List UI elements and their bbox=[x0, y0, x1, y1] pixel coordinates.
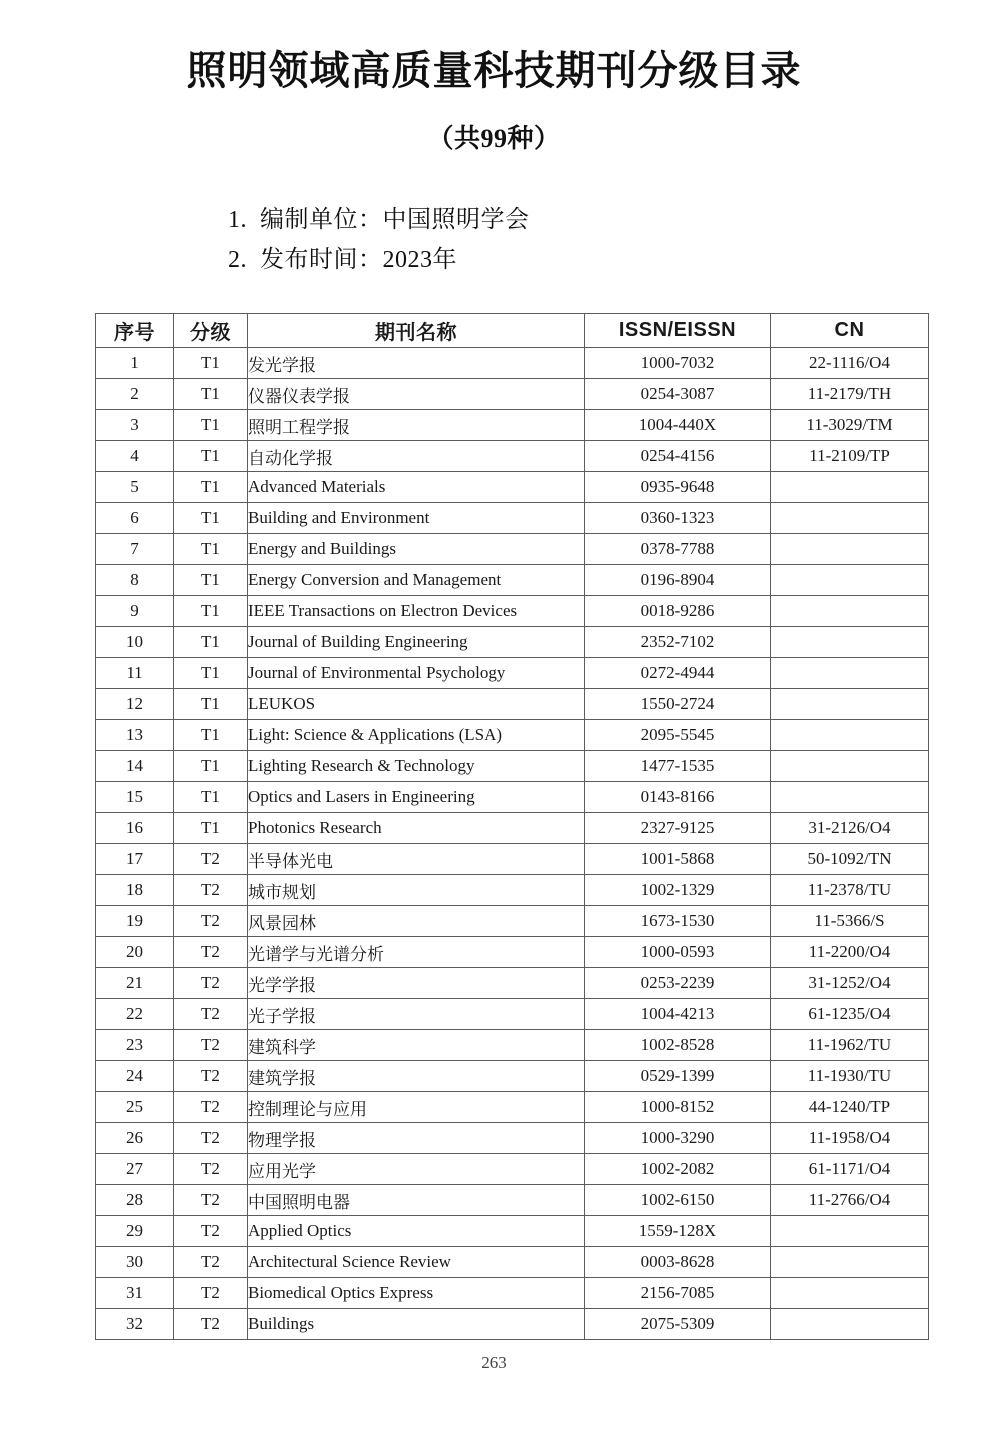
cell-cn: 11-2200/O4 bbox=[771, 937, 929, 968]
page-subtitle: （共99种） bbox=[427, 124, 561, 153]
table-row bbox=[96, 1092, 929, 1123]
cell-journal-name: Biomedical Optics Express bbox=[248, 1278, 585, 1309]
cell-cn bbox=[771, 565, 929, 596]
cell-serial-number: 26 bbox=[96, 1123, 174, 1154]
cell-issn: 0254-4156 bbox=[585, 441, 771, 472]
cell-serial-number: 11 bbox=[96, 658, 174, 689]
cell-journal-name: Energy and Buildings bbox=[248, 534, 585, 565]
cell-issn: 1559-128X bbox=[585, 1216, 771, 1247]
cell-cn bbox=[771, 720, 929, 751]
table-row bbox=[96, 875, 929, 906]
cell-serial-number: 31 bbox=[96, 1278, 174, 1309]
cell-issn: 0378-7788 bbox=[585, 534, 771, 565]
table-row bbox=[96, 1185, 929, 1216]
metadata-list bbox=[0, 155, 988, 280]
metadata-item-compiler bbox=[0, 201, 988, 241]
cell-cn: 11-1962/TU bbox=[771, 1030, 929, 1061]
cell-issn: 0529-1399 bbox=[585, 1061, 771, 1092]
cell-tier: T2 bbox=[174, 999, 248, 1030]
metadata-item-number: 1. bbox=[228, 207, 247, 233]
cell-serial-number: 18 bbox=[96, 875, 174, 906]
table-row bbox=[96, 813, 929, 844]
cell-tier: T1 bbox=[174, 410, 248, 441]
table-row bbox=[96, 751, 929, 782]
cell-journal-name: 建筑学报 bbox=[248, 1061, 585, 1092]
cell-tier: T2 bbox=[174, 1278, 248, 1309]
cell-cn: 31-1252/O4 bbox=[771, 968, 929, 999]
column-header-cn: CN bbox=[771, 314, 929, 348]
cell-serial-number: 10 bbox=[96, 627, 174, 658]
table-row bbox=[96, 968, 929, 999]
cell-issn: 1477-1535 bbox=[585, 751, 771, 782]
table-row bbox=[96, 844, 929, 875]
table-row bbox=[96, 1030, 929, 1061]
cell-cn bbox=[771, 658, 929, 689]
journal-table-body bbox=[96, 348, 929, 1340]
cell-cn: 11-1930/TU bbox=[771, 1061, 929, 1092]
cell-serial-number: 30 bbox=[96, 1247, 174, 1278]
column-header-serial-number: 序号 bbox=[96, 314, 174, 348]
cell-issn: 1000-7032 bbox=[585, 348, 771, 379]
column-header-issn: ISSN/EISSN bbox=[585, 314, 771, 348]
cell-cn: 11-2766/O4 bbox=[771, 1185, 929, 1216]
cell-issn: 1002-2082 bbox=[585, 1154, 771, 1185]
table-row bbox=[96, 1061, 929, 1092]
cell-serial-number: 4 bbox=[96, 441, 174, 472]
cell-issn: 0143-8166 bbox=[585, 782, 771, 813]
cell-tier: T2 bbox=[174, 1185, 248, 1216]
table-row bbox=[96, 379, 929, 410]
table-row bbox=[96, 565, 929, 596]
cell-journal-name: 光学学报 bbox=[248, 968, 585, 999]
cell-issn: 0253-2239 bbox=[585, 968, 771, 999]
cell-journal-name: Optics and Lasers in Engineering bbox=[248, 782, 585, 813]
cell-issn: 2075-5309 bbox=[585, 1309, 771, 1340]
cell-tier: T1 bbox=[174, 782, 248, 813]
cell-issn: 0018-9286 bbox=[585, 596, 771, 627]
cell-serial-number: 20 bbox=[96, 937, 174, 968]
cell-journal-name: 光子学报 bbox=[248, 999, 585, 1030]
table-row bbox=[96, 410, 929, 441]
metadata-item-release-date bbox=[0, 241, 988, 281]
cell-cn: 11-2179/TH bbox=[771, 379, 929, 410]
cell-journal-name: Light: Science & Applications (LSA) bbox=[248, 720, 585, 751]
table-row bbox=[96, 1247, 929, 1278]
cell-tier: T1 bbox=[174, 472, 248, 503]
cell-journal-name: Journal of Environmental Psychology bbox=[248, 658, 585, 689]
table-row bbox=[96, 782, 929, 813]
table-row bbox=[96, 534, 929, 565]
cell-cn: 44-1240/TP bbox=[771, 1092, 929, 1123]
cell-issn: 1004-4213 bbox=[585, 999, 771, 1030]
cell-serial-number: 3 bbox=[96, 410, 174, 441]
cell-tier: T1 bbox=[174, 689, 248, 720]
cell-tier: T2 bbox=[174, 1030, 248, 1061]
cell-serial-number: 8 bbox=[96, 565, 174, 596]
metadata-item-label: 发布时间：2023年 bbox=[260, 246, 457, 273]
cell-tier: T2 bbox=[174, 1309, 248, 1340]
journal-table bbox=[95, 313, 929, 1340]
page-title: 照明领域高质量科技期刊分级目录 bbox=[186, 48, 802, 93]
cell-journal-name: 发光学报 bbox=[248, 348, 585, 379]
cell-serial-number: 27 bbox=[96, 1154, 174, 1185]
cell-tier: T1 bbox=[174, 503, 248, 534]
cell-tier: T1 bbox=[174, 596, 248, 627]
cell-issn: 0254-3087 bbox=[585, 379, 771, 410]
table-header-row bbox=[96, 314, 929, 348]
journal-table-header bbox=[96, 314, 929, 348]
cell-issn: 0272-4944 bbox=[585, 658, 771, 689]
cell-cn: 11-2378/TU bbox=[771, 875, 929, 906]
cell-journal-name: Energy Conversion and Management bbox=[248, 565, 585, 596]
table-row bbox=[96, 627, 929, 658]
table-row bbox=[96, 937, 929, 968]
table-row bbox=[96, 348, 929, 379]
cell-cn: 11-3029/TM bbox=[771, 410, 929, 441]
cell-tier: T1 bbox=[174, 565, 248, 596]
column-header-journal-name: 期刊名称 bbox=[248, 314, 585, 348]
cell-tier: T1 bbox=[174, 348, 248, 379]
cell-issn: 2095-5545 bbox=[585, 720, 771, 751]
cell-journal-name: 应用光学 bbox=[248, 1154, 585, 1185]
cell-tier: T1 bbox=[174, 658, 248, 689]
cell-cn bbox=[771, 596, 929, 627]
cell-journal-name: Advanced Materials bbox=[248, 472, 585, 503]
cell-tier: T2 bbox=[174, 906, 248, 937]
cell-journal-name: 仪器仪表学报 bbox=[248, 379, 585, 410]
cell-cn bbox=[771, 627, 929, 658]
cell-journal-name: LEUKOS bbox=[248, 689, 585, 720]
page-number: 263 bbox=[481, 1353, 507, 1372]
cell-serial-number: 17 bbox=[96, 844, 174, 875]
cell-cn: 11-1958/O4 bbox=[771, 1123, 929, 1154]
cell-journal-name: Applied Optics bbox=[248, 1216, 585, 1247]
cell-issn: 1000-8152 bbox=[585, 1092, 771, 1123]
cell-cn: 61-1235/O4 bbox=[771, 999, 929, 1030]
cell-issn: 0196-8904 bbox=[585, 565, 771, 596]
cell-issn: 2352-7102 bbox=[585, 627, 771, 658]
cell-issn: 2327-9125 bbox=[585, 813, 771, 844]
cell-tier: T2 bbox=[174, 1216, 248, 1247]
cell-journal-name: Buildings bbox=[248, 1309, 585, 1340]
cell-tier: T2 bbox=[174, 968, 248, 999]
table-row bbox=[96, 999, 929, 1030]
cell-issn: 1000-3290 bbox=[585, 1123, 771, 1154]
cell-issn: 1002-6150 bbox=[585, 1185, 771, 1216]
table-row bbox=[96, 441, 929, 472]
cell-serial-number: 22 bbox=[96, 999, 174, 1030]
cell-cn bbox=[771, 534, 929, 565]
cell-tier: T2 bbox=[174, 1123, 248, 1154]
cell-tier: T1 bbox=[174, 720, 248, 751]
table-row bbox=[96, 472, 929, 503]
cell-cn bbox=[771, 689, 929, 720]
table-row bbox=[96, 1154, 929, 1185]
cell-serial-number: 6 bbox=[96, 503, 174, 534]
cell-journal-name: 中国照明电器 bbox=[248, 1185, 585, 1216]
cell-journal-name: 风景园林 bbox=[248, 906, 585, 937]
cell-serial-number: 16 bbox=[96, 813, 174, 844]
cell-issn: 0003-8628 bbox=[585, 1247, 771, 1278]
cell-journal-name: Building and Environment bbox=[248, 503, 585, 534]
cell-tier: T1 bbox=[174, 379, 248, 410]
cell-tier: T2 bbox=[174, 844, 248, 875]
cell-cn: 11-2109/TP bbox=[771, 441, 929, 472]
cell-cn bbox=[771, 1216, 929, 1247]
table-row bbox=[96, 689, 929, 720]
cell-cn bbox=[771, 782, 929, 813]
table-row bbox=[96, 720, 929, 751]
cell-tier: T2 bbox=[174, 1154, 248, 1185]
cell-cn: 61-1171/O4 bbox=[771, 1154, 929, 1185]
cell-serial-number: 23 bbox=[96, 1030, 174, 1061]
metadata-item-number: 2. bbox=[228, 246, 247, 273]
cell-issn: 1000-0593 bbox=[585, 937, 771, 968]
cell-serial-number: 29 bbox=[96, 1216, 174, 1247]
cell-journal-name: 自动化学报 bbox=[248, 441, 585, 472]
cell-cn bbox=[771, 1247, 929, 1278]
cell-tier: T2 bbox=[174, 937, 248, 968]
table-row bbox=[96, 596, 929, 627]
cell-serial-number: 14 bbox=[96, 751, 174, 782]
cell-issn: 0935-9648 bbox=[585, 472, 771, 503]
cell-cn bbox=[771, 503, 929, 534]
cell-serial-number: 9 bbox=[96, 596, 174, 627]
cell-tier: T1 bbox=[174, 813, 248, 844]
table-row bbox=[96, 1278, 929, 1309]
cell-cn bbox=[771, 472, 929, 503]
cell-tier: T1 bbox=[174, 534, 248, 565]
cell-journal-name: Architectural Science Review bbox=[248, 1247, 585, 1278]
cell-serial-number: 24 bbox=[96, 1061, 174, 1092]
cell-tier: T1 bbox=[174, 751, 248, 782]
table-row bbox=[96, 1216, 929, 1247]
cell-cn: 11-5366/S bbox=[771, 906, 929, 937]
cell-serial-number: 7 bbox=[96, 534, 174, 565]
cell-journal-name: 半导体光电 bbox=[248, 844, 585, 875]
cell-tier: T2 bbox=[174, 1061, 248, 1092]
cell-cn: 50-1092/TN bbox=[771, 844, 929, 875]
table-row bbox=[96, 503, 929, 534]
cell-serial-number: 1 bbox=[96, 348, 174, 379]
metadata-item-label: 编制单位：中国照明学会 bbox=[260, 207, 530, 233]
cell-issn: 1001-5868 bbox=[585, 844, 771, 875]
cell-issn: 1002-8528 bbox=[585, 1030, 771, 1061]
cell-journal-name: 光谱学与光谱分析 bbox=[248, 937, 585, 968]
cell-tier: T2 bbox=[174, 1092, 248, 1123]
cell-journal-name: Photonics Research bbox=[248, 813, 585, 844]
cell-issn: 0360-1323 bbox=[585, 503, 771, 534]
table-row bbox=[96, 1123, 929, 1154]
cell-serial-number: 25 bbox=[96, 1092, 174, 1123]
cell-tier: T2 bbox=[174, 875, 248, 906]
cell-serial-number: 28 bbox=[96, 1185, 174, 1216]
cell-journal-name: 物理学报 bbox=[248, 1123, 585, 1154]
cell-journal-name: 建筑科学 bbox=[248, 1030, 585, 1061]
table-row bbox=[96, 906, 929, 937]
cell-tier: T1 bbox=[174, 627, 248, 658]
cell-cn bbox=[771, 751, 929, 782]
cell-serial-number: 5 bbox=[96, 472, 174, 503]
cell-journal-name: IEEE Transactions on Electron Devices bbox=[248, 596, 585, 627]
cell-journal-name: 城市规划 bbox=[248, 875, 585, 906]
cell-issn: 1002-1329 bbox=[585, 875, 771, 906]
cell-journal-name: Lighting Research & Technology bbox=[248, 751, 585, 782]
cell-issn: 1004-440X bbox=[585, 410, 771, 441]
cell-journal-name: 照明工程学报 bbox=[248, 410, 585, 441]
cell-issn: 2156-7085 bbox=[585, 1278, 771, 1309]
cell-serial-number: 2 bbox=[96, 379, 174, 410]
cell-cn bbox=[771, 1278, 929, 1309]
cell-journal-name: Journal of Building Engineering bbox=[248, 627, 585, 658]
cell-serial-number: 19 bbox=[96, 906, 174, 937]
cell-journal-name: 控制理论与应用 bbox=[248, 1092, 585, 1123]
cell-serial-number: 21 bbox=[96, 968, 174, 999]
cell-issn: 1550-2724 bbox=[585, 689, 771, 720]
cell-tier: T2 bbox=[174, 1247, 248, 1278]
cell-tier: T1 bbox=[174, 441, 248, 472]
cell-serial-number: 12 bbox=[96, 689, 174, 720]
journal-table-container bbox=[95, 313, 928, 1340]
cell-issn: 1673-1530 bbox=[585, 906, 771, 937]
cell-serial-number: 32 bbox=[96, 1309, 174, 1340]
table-row bbox=[96, 658, 929, 689]
cell-serial-number: 15 bbox=[96, 782, 174, 813]
table-row bbox=[96, 1309, 929, 1340]
column-header-tier: 分级 bbox=[174, 314, 248, 348]
cell-cn: 22-1116/O4 bbox=[771, 348, 929, 379]
cell-cn: 31-2126/O4 bbox=[771, 813, 929, 844]
cell-serial-number: 13 bbox=[96, 720, 174, 751]
cell-cn bbox=[771, 1309, 929, 1340]
